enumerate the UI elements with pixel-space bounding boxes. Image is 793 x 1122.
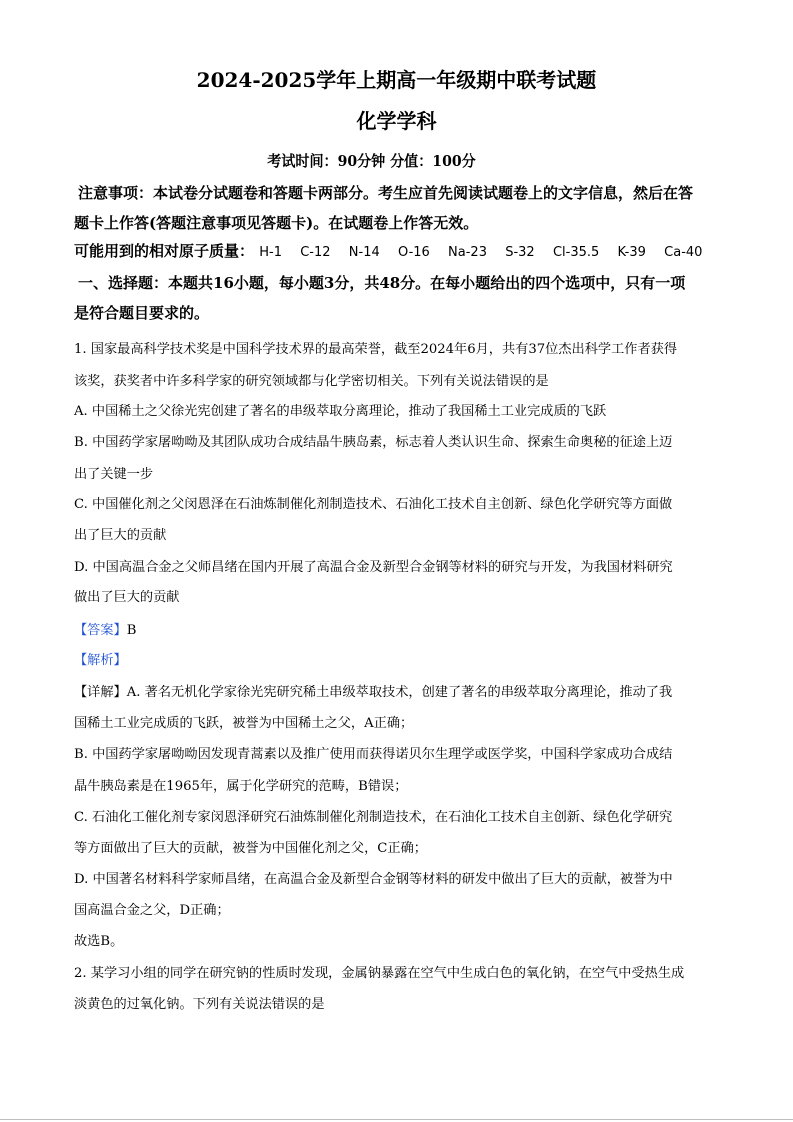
- atomic-masses-label: 可能用到的相对原子质量：: [74, 242, 255, 260]
- q1-answer: [74, 619, 136, 638]
- q1-option-a: A. 中国稀土之父徐光宪创建了著名的串级萃取分离理论，推动了我国稀土工业完成质的飞跃: [74, 404, 607, 419]
- q1-detail-8: 国高温合金之父，D正确；: [74, 903, 230, 918]
- atomic-mass-item: H-1: [259, 245, 282, 260]
- q1-detail-4: 晶牛胰岛素是在1965年，属于化学研究的范畴，B错误；: [74, 779, 408, 794]
- q1-option-d-2: 做出了巨大的贡献: [74, 590, 180, 605]
- q1-conclusion: 故选B。: [74, 934, 124, 949]
- q1-detail-3: B. 中国药学家屠呦呦因发现青蒿素以及推广使用而获得诺贝尔生理学或医学奖，中国科学家成功合成结: [74, 747, 673, 762]
- q1-option-b-1: B. 中国药学家屠呦呦及其团队成功合成结晶牛胰岛素，标志着人类认识生命、探索生命奥秘的征途上迈: [74, 435, 673, 450]
- atomic-mass-item: S-32: [505, 245, 535, 260]
- atomic-mass-item: O-16: [397, 245, 430, 260]
- atomic-mass-item: K-39: [617, 245, 646, 260]
- q1-option-d-1: D. 中国高温合金之父师昌绪在国内开展了高温合金及新型合金钢等材料的研究与开发，为我国材料研究: [74, 560, 673, 575]
- notice-line-2: 题卡上作答(答题注意事项见答题卡)。在试题卷上作答无效。: [74, 214, 479, 232]
- detail-text: A. 著名无机化学家徐光宪研究稀土串级萃取技术，创建了著名的串级萃取分离理论，推动了我: [126, 685, 673, 700]
- q1-detail-5: C. 石油化工催化剂专家闵恩泽研究石油炼制催化剂制造技术，在石油化工技术自主创新、绿色化学研究: [74, 810, 673, 825]
- notice-line-1: 注意事项：本试卷分试题卷和答题卡两部分。考生应首先阅读试题卷上的文字信息，然后在答: [78, 184, 694, 202]
- q1-option-b-2: 出了关键一步: [74, 467, 154, 482]
- q2-stem-1: 2. 某学习小组的同学在研究钠的性质时发现，金属钠暴露在空气中生成白色的氧化钠，在空气中受热生成: [74, 966, 685, 981]
- q1-detail-6: 等方面做出了巨大的贡献，被誉为中国催化剂之父，C正确；: [74, 841, 427, 856]
- q1-detail-7: D. 中国著名材料科学家师昌绪，在高温合金及新型合金钢等材料的研发中做出了巨大的贡献，被誉为中: [74, 872, 673, 887]
- detail-tag: 【详解】: [74, 685, 127, 700]
- section-1-heading-2: 是符合题目要求的。: [74, 304, 210, 322]
- q1-stem-1: 1. 国家最高科学技术奖是中国科学技术界的最高荣誉，截至2024年6月，共有37位杰出科学工作者获得: [74, 342, 678, 357]
- atomic-mass-item: C-12: [300, 245, 331, 260]
- page-bottom-rule: [0, 1119, 793, 1120]
- section-1-heading-1: 一、选择题：本题共16小题，每小题3分，共48分。在每小题给出的四个选项中，只有一项: [78, 274, 686, 292]
- atomic-mass-item: Na-23: [448, 245, 487, 260]
- subject-title: 化学学科: [356, 109, 437, 133]
- page-title: 2024-2025学年上期高一年级期中联考试题: [196, 68, 597, 92]
- q1-option-c-1: C. 中国催化剂之父闵恩泽在石油炼制催化剂制造技术、石油化工技术自主创新、绿色化学研究等方面做: [74, 497, 673, 512]
- q1-detail-2: 国稀土工业完成质的飞跃，被誉为中国稀土之父，A正确；: [74, 716, 414, 731]
- answer-value: B: [126, 623, 137, 638]
- q1-detail-1: [74, 681, 672, 700]
- answer-tag: 【答案】: [74, 623, 127, 638]
- analysis-tag: 【解析】: [74, 653, 127, 668]
- atomic-mass-item: N-14: [348, 245, 380, 260]
- q1-stem-2: 该奖，获奖者中许多科学家的研究领域都与化学密切相关。下列有关说法错误的是: [74, 374, 549, 389]
- atomic-mass-item: Cl-35.5: [552, 245, 600, 260]
- q1-option-c-2: 出了巨大的贡献: [74, 528, 167, 543]
- exam-info: 考试时间：90分钟 分值：100分: [267, 152, 476, 170]
- atomic-mass-item: Ca-40: [664, 245, 703, 260]
- q2-stem-2: 淡黄色的过氧化钠。下列有关说法错误的是: [74, 997, 325, 1012]
- atomic-masses: [74, 240, 715, 261]
